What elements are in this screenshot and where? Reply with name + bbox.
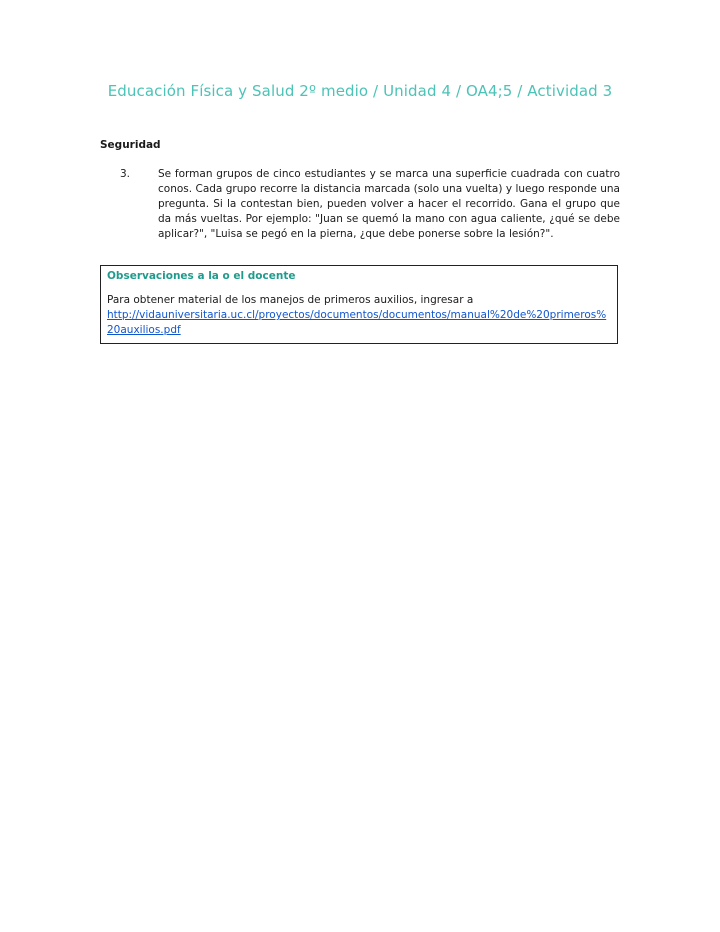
observations-text: Para obtener material de los manejos de primeros auxilios, ingresar a: [107, 294, 474, 306]
activity-number: 3.: [120, 168, 131, 180]
section-heading: Seguridad: [100, 139, 161, 151]
activity-text: Se forman grupos de cinco estudiantes y se marca una superficie cuadrada con cuatro conos. Cada grupo recorre la distancia marcada (solo una vuelta) y luego responde una pregunta. Si la contestan bien, pueden volver a hacer el recorrido. Gana el grupo que da más vueltas. Por ejemplo: "Juan se quemó la mano con agua caliente, ¿qué se debe aplicar?", "Luisa se pegó en la pierna, ¿que debe ponerse sobre la lesión?".: [158, 168, 620, 240]
page-title: Educación Física y Salud 2º medio / Unidad 4 / OA4;5 / Actividad 3: [107, 82, 613, 100]
observations-title: Observaciones a la o el docente: [107, 270, 296, 282]
teacher-observations-box: [100, 265, 618, 344]
activity-item: [120, 167, 620, 242]
first-aid-manual-link[interactable]: http://vidauniversitaria.uc.cl/proyectos/documentos/documentos/manual%20de%20primeros%20auxilios.pdf: [107, 309, 607, 336]
